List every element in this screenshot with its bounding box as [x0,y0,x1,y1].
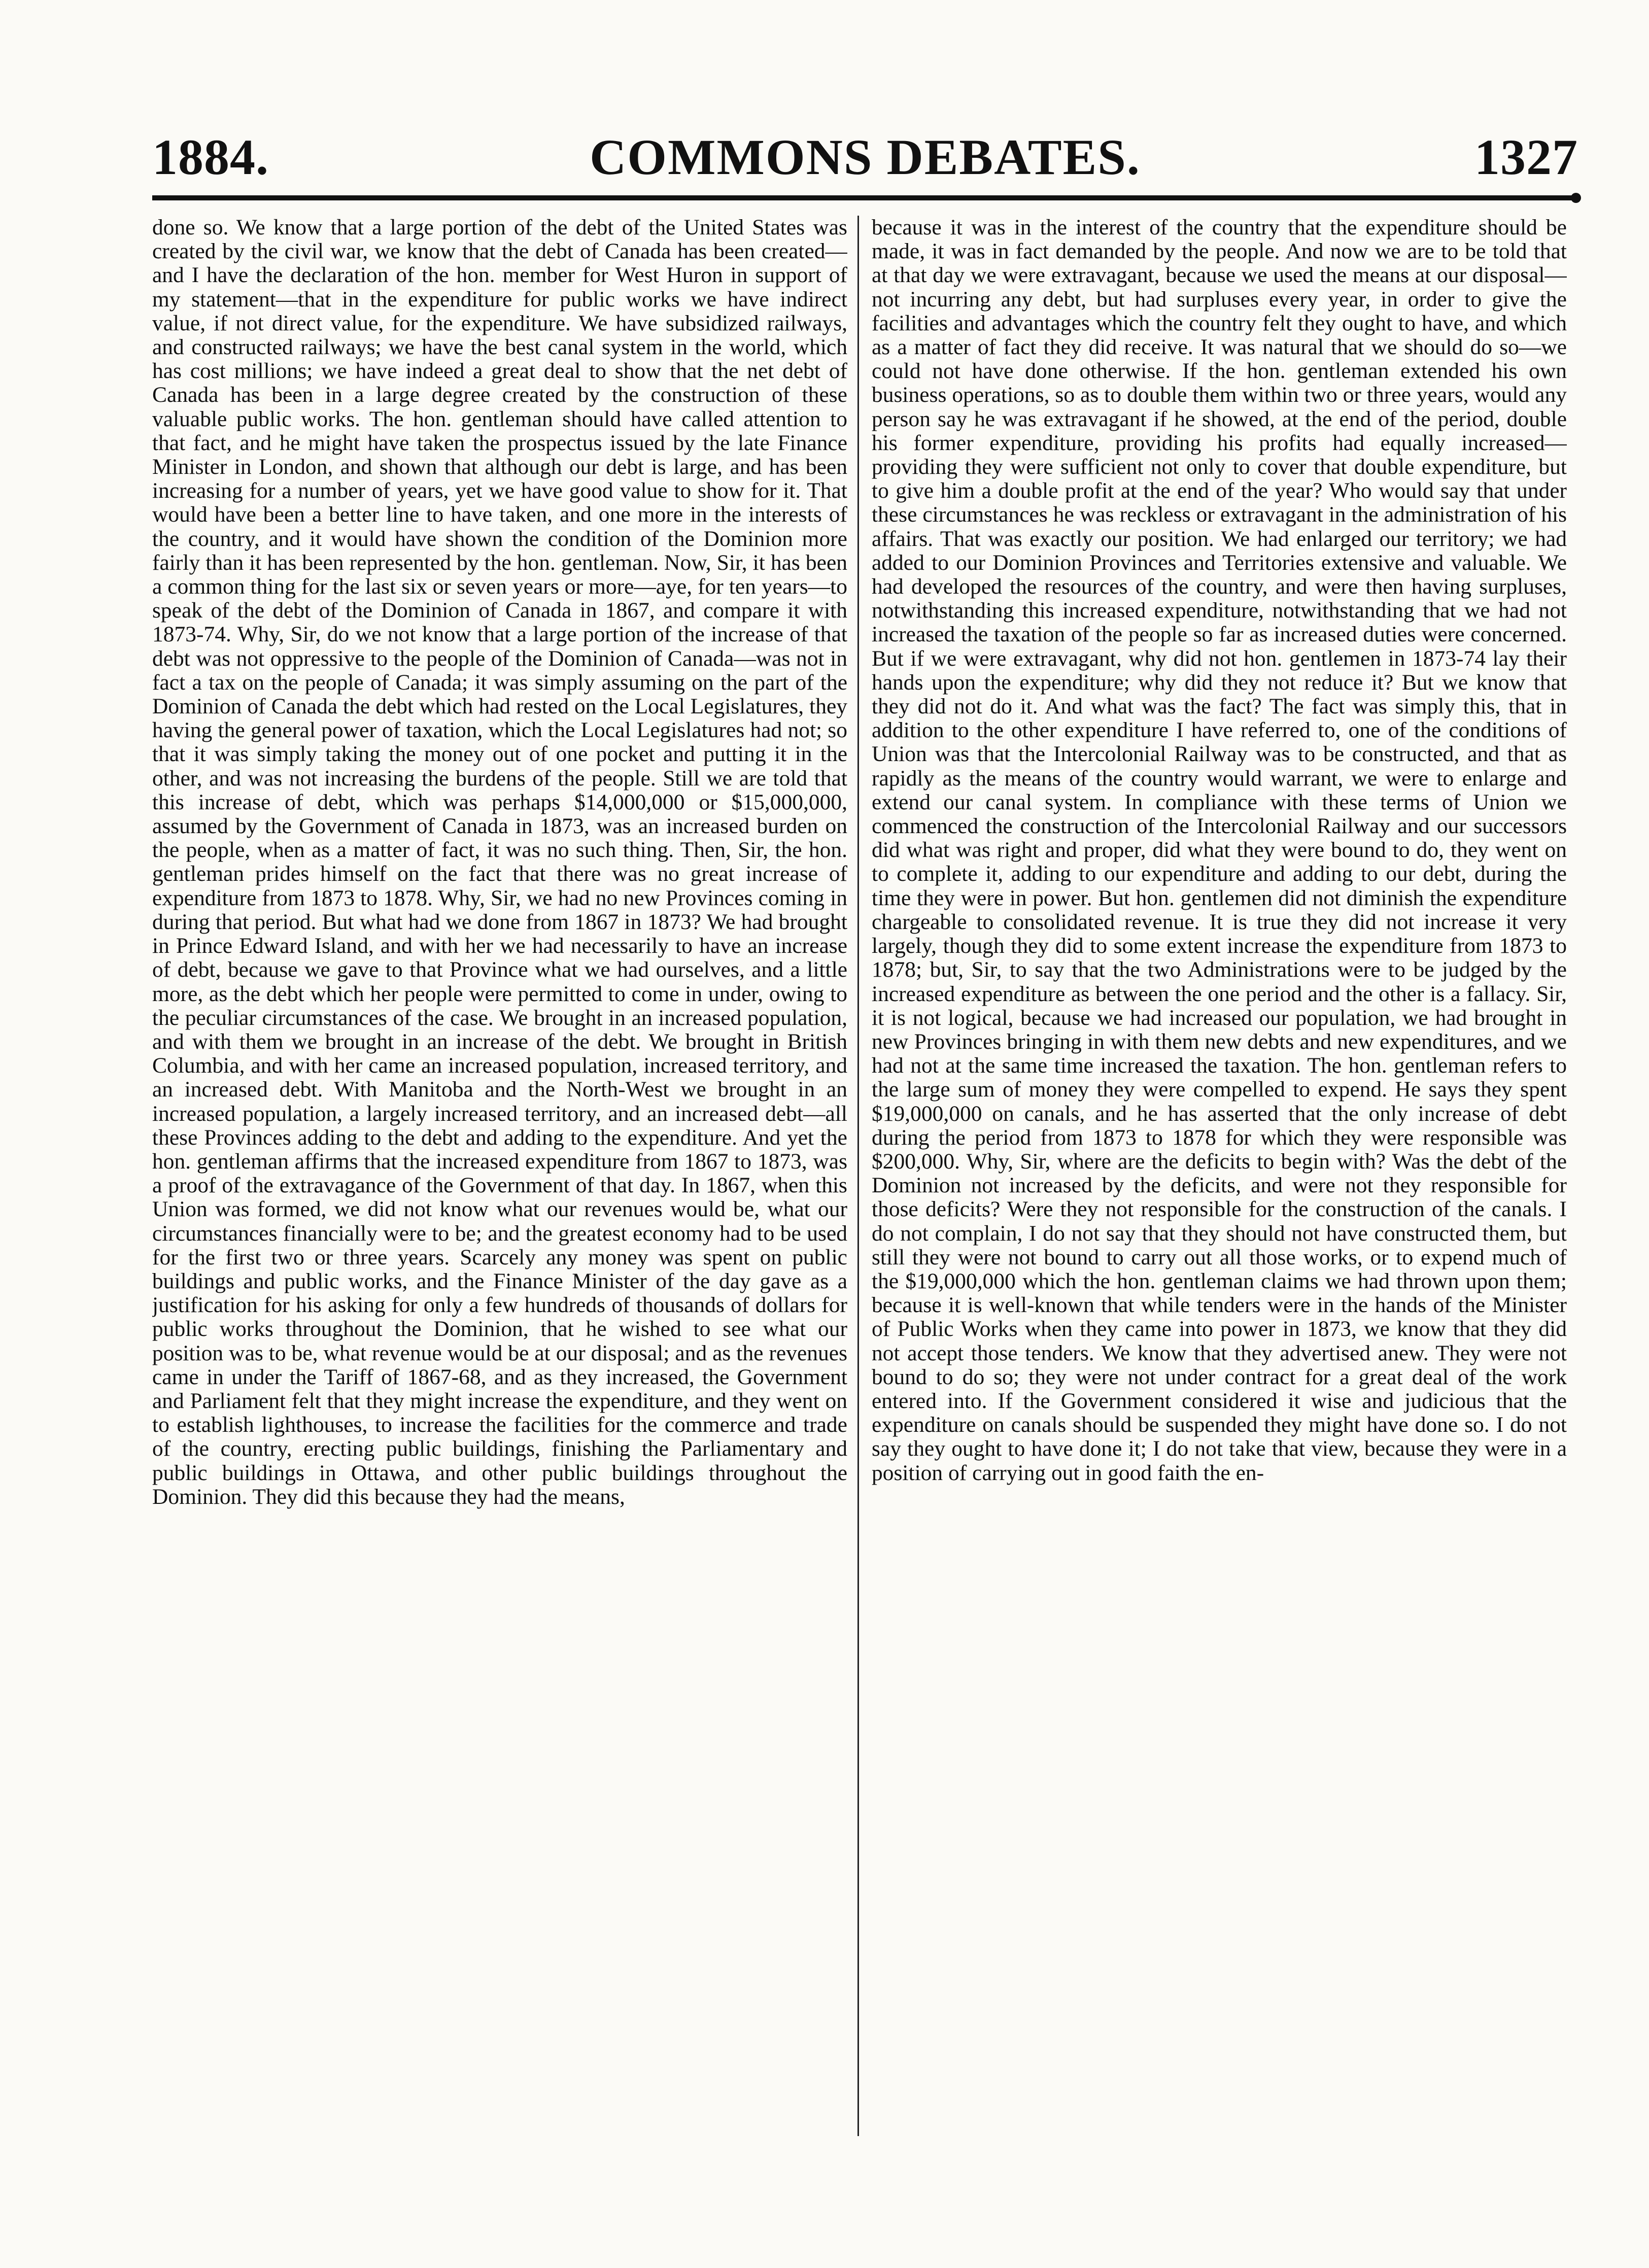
text-column-right [872,216,1567,2139]
header-rule [152,195,1578,200]
header-year: 1884. [152,129,269,185]
left-column-text: done so. We know that a large portion of the debt of the United States was created by the civil war, we know that the debt of Canada has been created—and I have the declaration of the hon. member for West Huron in support of my statement—that in the expenditure for public works we have indirect value, if not direct value, for the expenditure. We have subsidized railways, and constructed railways; we have the best canal system in the world, which has cost millions; we have indeed a great deal to show that the net debt of Canada has been in a large degree created by the construction of these valuable public works. The hon. gentleman should have called attention to that fact, and he might have taken the prospectus issued by the late Finance Minister in London, and shown that although our debt is large, and has been increasing for a number of years, yet we have good value to show for it. That would have been a better line to have taken, and one more in the interests of the country, and it would have shown the condition of the Dominion more fairly than it has been represented by the hon. gentleman. Now, Sir, it has been a common thing for the last six or seven years or more—aye, for ten years—to speak of the debt of the Dominion of Canada in 1867, and compare it with 1873-74. Why, Sir, do we not know that a large portion of the increase of that debt was not oppressive to the people of the Dominion of Canada—was not in fact a tax on the people of Canada; it was simply assuming on the part of the Dominion of Canada the debt which had rested on the Local Legislatures, they having the general power of taxation, which the Local Legislatures had not; so that it was simply taking the money out of one pocket and putting it in the other, and was not increasing the burdens of the people. Still we are told that this increase of debt, which was perhaps $14,000,000 or $15,000,000, assumed by the Government of Canada in 1873, was an increased burden on the people, when as a matter of fact, it was no such thing. Then, Sir, the hon. gentleman prides himself on the fact that there was no great increase of expenditure from 1873 to 1878. Why, Sir, we had no new Provinces coming in during that period. But what had we done from 1867 in 1873? We had brought in Prince Edward Island, and with her we had necessarily to have an increase of debt, because we gave to that Province what we had ourselves, and a little more, as the debt which her people were permitted to come in under, owing to the peculiar circumstances of the case. We brought in an increased population, and with them we brought in an increase of the debt. We brought in British Columbia, and with her came an increased population, increased territory, and an increased debt. With Manitoba and the North-West we brought in an increased population, a largely increased territory, and an increased debt—all these Provinces adding to the debt and adding to the expenditure. And yet the hon. gentleman affirms that the increased expenditure from 1867 to 1873, was a proof of the extravagance of the Government of that day. In 1867, when this Union was formed, we did not know what our revenues would be, what our circumstances financially were to be; and the greatest economy had to be used for the first two or three years. Scarcely any money was spent on public buildings and public works, and the Finance Minister of the day gave as a justification for his asking for only a few hundreds of thousands of dollars for public works throughout the Dominion, that he wished to see what our position was to be, what revenue would be at our disposal; and as the revenues came in under the Tariff of 1867-68, and as they increased, the Government and Parliament felt that they might increase the expenditure, and they went on to establish lighthouses, to increase the facilities for the commerce and trade of the country, erecting public buildings, finishing the Parliamentary and public buildings in Ottawa, and other public buildings throughout the Dominion. They did this because they had the means, [152,216,847,1509]
text-column-left [152,216,847,2139]
header-page-number: 1327 [1474,129,1578,185]
page-header [152,129,1578,185]
right-column-text: because it was in the interest of the country that the expenditure should be made, it was in fact demanded by the people. And now we are to be told that at that day we were extravagant, because we used the means at our disposal—not incurring any debt, but had surpluses every year, in order to give the facilities and advantages which the country felt they ought to have, and which as a matter of fact they did receive. It was natural that we should do so—we could not have done otherwise. If the hon. gentleman extended his own business operations, so as to double them within two or three years, would any person say he was extravagant if he showed, at the end of the period, double his former expenditure, providing his profits had equally increased—providing they were sufficient not only to cover that double expenditure, but to give him a double profit at the end of the year? Who would say that under these circumstances he was reckless or extravagant in the administration of his affairs. That was exactly our position. We had enlarged our territory; we had added to our Dominion Provinces and Territories extensive and valuable. We had developed the resources of the country, and were then having surpluses, notwithstanding this increased expenditure, notwithstanding that we had not increased the taxation of the people so far as increased duties were concerned. But if we were extravagant, why did not hon. gentlemen in 1873-74 lay their hands upon the expenditure; why did they not reduce it? But we know that they did not do it. And what was the fact? The fact was simply this, that in addition to the other expenditure I have referred to, one of the conditions of Union was that the Intercolonial Railway was to be constructed, and that as rapidly as the means of the country would warrant, we were to enlarge and extend our canal system. In compliance with these terms of Union we commenced the construction of the Intercolonial Railway and our successors did what was right and proper, did what they were bound to do, they went on to complete it, adding to our expenditure and adding to our debt, during the time they were in power. But hon. gentlemen did not diminish the expenditure chargeable to consolidated revenue. It is true they did not increase it very largely, though they did to some extent increase the expenditure from 1873 to 1878; but, Sir, to say that the two Administrations were to be judged by the increased expenditure as between the one period and the other is a fallacy. Sir, it is not logical, because we had increased our population, we had brought in new Provinces bringing in with them new debts and new expenditures, and we had not at the same time increased the taxation. The hon. gentleman refers to the large sum of money they were compelled to expend. He says they spent $19,000,000 on canals, and he has asserted that the only increase of debt during the period from 1873 to 1878 for which they were responsible was $200,000. Why, Sir, where are the deficits to begin with? Was the debt of the Dominion not increased by the deficits, and were not they responsible for those deficits? Were they not responsible for the construction of the canals. I do not complain, I do not say that they should not have constructed them, but still they were not bound to carry out all those works, or to expend much of the $19,000,000 which the hon. gentleman claims we had thrown upon them; because it is well-known that while tenders were in the hands of the Minister of Public Works when they came into power in 1873, we know that they did not accept those tenders. We know that they advertised anew. They were not bound to do so; they were not under contract for a great deal of the work entered into. If the Government considered it wise and judicious that the expenditure on canals should be suspended they might have done so. I do not say they ought to have done it; I do not take that view, because they were in a position of carrying out in good faith the en- [872,216,1567,1485]
column-divider [857,216,859,2136]
header-title: COMMONS DEBATES. [590,129,1141,185]
